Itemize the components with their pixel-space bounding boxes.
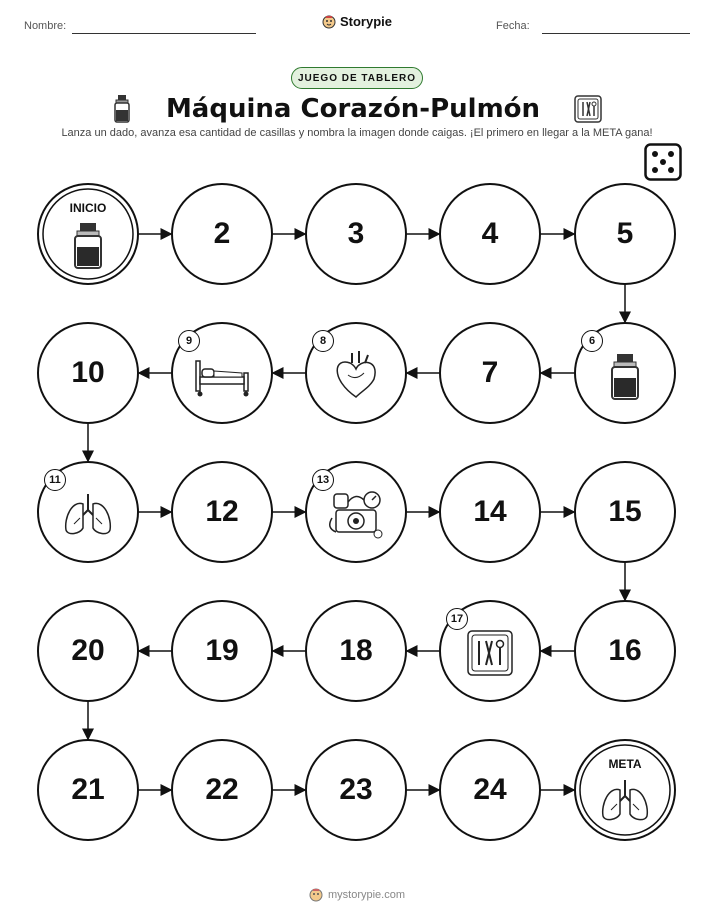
space-number: 19 bbox=[205, 634, 239, 667]
space-number: 4 bbox=[481, 217, 499, 250]
space-number: 18 bbox=[339, 634, 373, 667]
space-number-badge: 13 bbox=[312, 469, 334, 491]
instructions: Lanza un dado, avanza esa cantidad de casillas y nombra la imagen donde caigas. ¡El primero en llegar a la META gana! bbox=[61, 127, 653, 139]
game-type-badge: JUEGO DE TABLERO bbox=[291, 67, 423, 89]
space-number: 10 bbox=[71, 356, 105, 389]
space-number: 24 bbox=[473, 773, 507, 806]
surgical-tools-icon bbox=[468, 631, 512, 675]
space-number-badge: 11 bbox=[44, 469, 66, 491]
date-label: Fecha: bbox=[496, 20, 530, 32]
space-number: 23 bbox=[339, 773, 373, 806]
footer bbox=[0, 888, 714, 905]
page-title: Máquina Corazón-Pulmón bbox=[165, 94, 541, 124]
space-number: 14 bbox=[473, 495, 507, 528]
finish-space bbox=[575, 740, 675, 840]
space-number-badge: 6 bbox=[581, 330, 603, 352]
space-number: 7 bbox=[481, 356, 499, 389]
space-number-badge: 17 bbox=[446, 608, 468, 630]
name-label: Nombre: bbox=[24, 20, 67, 32]
space-number: 15 bbox=[608, 495, 642, 528]
space-number: 2 bbox=[213, 217, 231, 250]
space-number: 5 bbox=[616, 217, 634, 250]
space-number: 21 bbox=[71, 773, 105, 806]
space-number-badge: 9 bbox=[178, 330, 200, 352]
start-label: INICIO bbox=[69, 201, 107, 215]
space-number: 20 bbox=[71, 634, 105, 667]
space-number: 16 bbox=[608, 634, 642, 667]
space-number: 3 bbox=[347, 217, 365, 250]
start-space bbox=[38, 184, 138, 284]
space-number: 12 bbox=[205, 495, 239, 528]
space-number-badge: 8 bbox=[312, 330, 334, 352]
brand-name: Storypie bbox=[339, 14, 392, 29]
mascot-icon bbox=[309, 888, 323, 902]
space-number: 22 bbox=[205, 773, 239, 806]
finish-label: META bbox=[608, 757, 642, 771]
footer-url: mystorypie.com bbox=[327, 889, 406, 901]
